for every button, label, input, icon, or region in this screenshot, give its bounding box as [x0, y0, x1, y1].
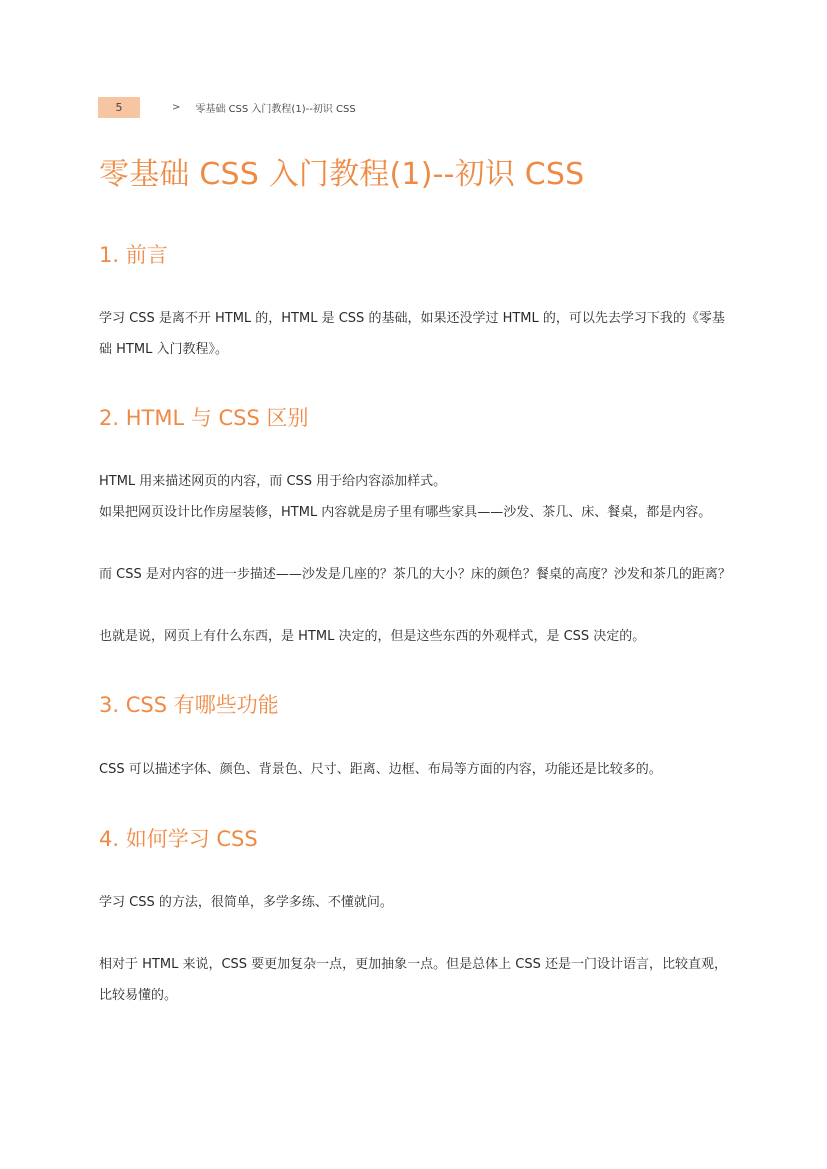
- section-heading-intro: 1. 前言: [99, 243, 168, 267]
- breadcrumb-title: 零基础 CSS 入门教程(1)--初识 CSS: [195, 104, 356, 115]
- page-header: [98, 97, 356, 118]
- paragraph: 如果把网页设计比作房屋装修，HTML 内容就是房子里有哪些家具——沙发、茶几、床、餐桌，都是内容。: [99, 505, 712, 520]
- paragraph: 学习 CSS 的方法，很简单，多学多练、不懂就问。: [99, 895, 393, 910]
- paragraph: HTML 用来描述网页的内容，而 CSS 用于给内容添加样式。: [99, 474, 447, 489]
- section-heading-features: 3. CSS 有哪些功能: [99, 693, 279, 717]
- paragraph: 相对于 HTML 来说，CSS 要更加复杂一点，更加抽象一点。但是总体上 CSS 还是一门设计语言，比较直观，比较易懂的。: [99, 957, 727, 1003]
- page-number-badge: 5: [98, 97, 140, 118]
- section-heading-difference: 2. HTML 与 CSS 区别: [99, 406, 309, 430]
- paragraph: 学习 CSS 是离不开 HTML 的，HTML 是 CSS 的基础，如果还没学过 HTML 的，可以先去学习下我的《零基础 HTML 入门教程》。: [99, 311, 725, 357]
- paragraph: 而 CSS 是对内容的进一步描述——沙发是几座的？茶几的大小？床的颜色？餐桌的高度？沙发和茶几的距离？: [99, 567, 731, 582]
- paragraph: CSS 可以描述字体、颜色、背景色、尺寸、距离、边框、布局等方面的内容，功能还是比较多的。: [99, 762, 662, 777]
- section-heading-how-to-learn: 4. 如何学习 CSS: [99, 827, 258, 851]
- paragraph: 也就是说，网页上有什么东西，是 HTML 决定的，但是这些东西的外观样式，是 CSS 决定的。: [99, 629, 646, 644]
- breadcrumb-separator: >: [172, 102, 181, 113]
- page-title: 零基础 CSS 入门教程(1)--初识 CSS: [99, 157, 585, 192]
